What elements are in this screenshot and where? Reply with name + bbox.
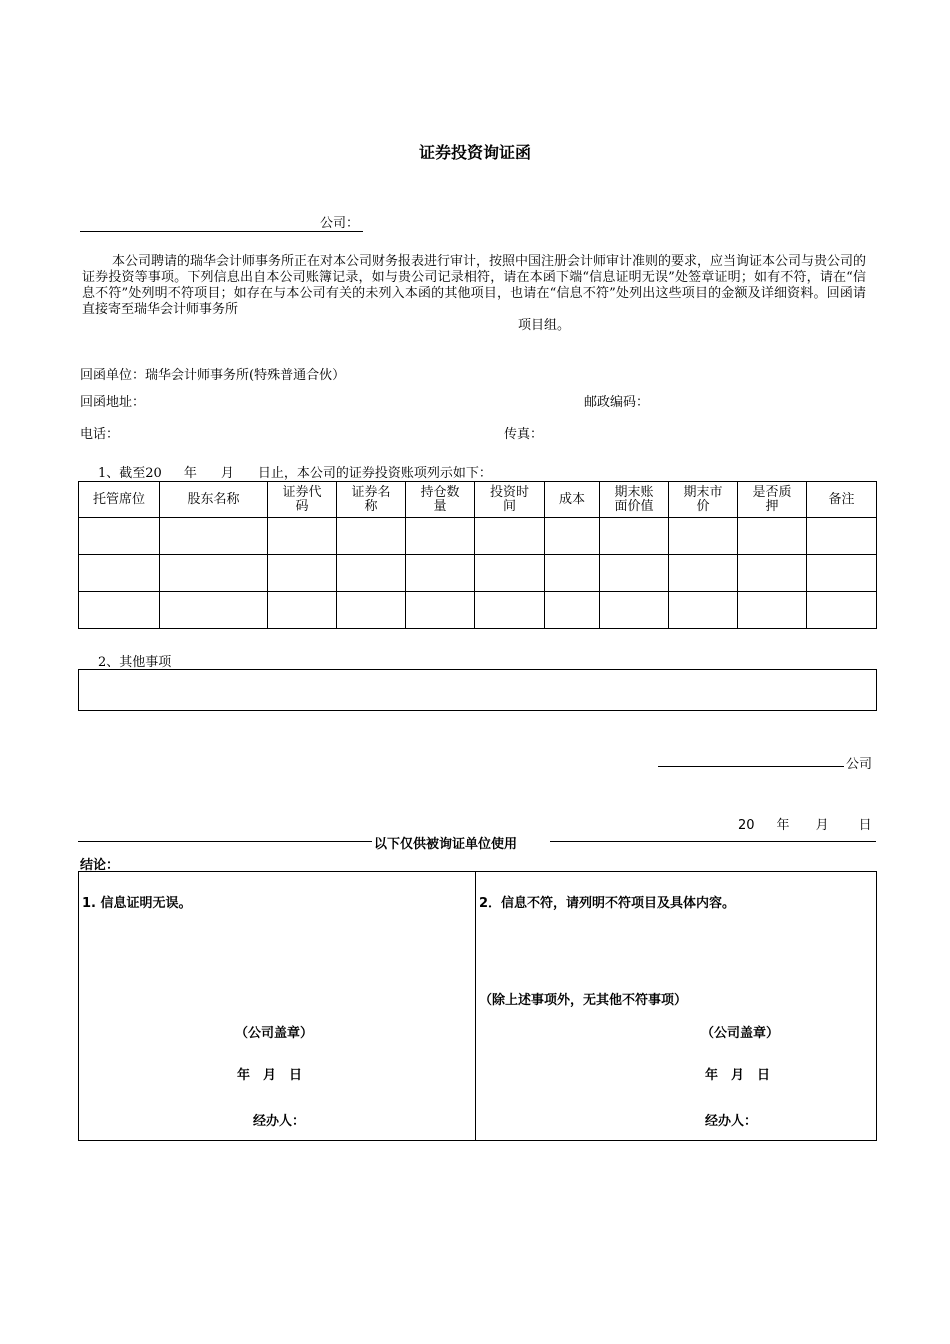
section1-heading: [98, 462, 492, 481]
table-cell[interactable]: [268, 555, 337, 592]
divider-label: 以下仅供被询证单位使用: [374, 837, 518, 852]
table-cell[interactable]: [160, 555, 268, 592]
section1-year: 年: [183, 466, 197, 481]
table-cell[interactable]: [600, 592, 669, 629]
conclusion-divider: [475, 872, 476, 1140]
table-header-text: 股东名称: [187, 491, 240, 507]
table-header-cell: [475, 482, 545, 518]
table-cell[interactable]: [669, 518, 738, 555]
table-cell[interactable]: [79, 518, 160, 555]
table-cell[interactable]: [545, 518, 600, 555]
table-header-cell: [268, 482, 337, 518]
table-header-cell: [669, 482, 738, 518]
table-header-text: 押: [765, 498, 779, 514]
table-header-text: 期末账: [614, 484, 654, 500]
section2-label: 2、其他事项: [98, 655, 172, 670]
table-cell[interactable]: [475, 518, 545, 555]
table-cell[interactable]: [337, 518, 406, 555]
table-header-row: [79, 482, 877, 518]
reply-postcode-label: 邮政编码：: [584, 395, 650, 410]
table-header-cell: [406, 482, 475, 518]
table-cell[interactable]: [79, 592, 160, 629]
table-header-cell: [337, 482, 406, 518]
section1-tail: 日止，本公司的证券投资账项列示如下：: [257, 466, 492, 481]
mismatch-heading: 2．信息不符，请列明不符项目及具体内容。: [479, 896, 736, 911]
company-name-blank[interactable]: [80, 219, 320, 232]
securities-table: [78, 481, 877, 629]
date-year: 年: [776, 818, 790, 833]
table-cell[interactable]: [406, 592, 475, 629]
table-header-text: 备注: [828, 491, 855, 507]
body-main-text: 本公司聘请的瑞华会计师事务所正在对本公司财务报表进行审计，按照中国注册会计师审计准则的要求，应当询证本公司与贵公司的证券投资等事项。下列信息出自本公司账簿记录，如与贵公司记录相符，请在本函下端“信息证明无误”处签章证明；如有不符，请在“信息不符”处列明不符项目；如存在与本公司有关的未列入本函的其他项目，也请在“信息不符”处列出这些项目的金额及详细资料。回函请直接寄至瑞华会计师事务所: [82, 254, 867, 317]
table-cell[interactable]: [406, 555, 475, 592]
table-header-text: 证券名: [351, 484, 391, 500]
table-header-cell: [738, 482, 807, 518]
table-cell[interactable]: [600, 518, 669, 555]
other-matters-box[interactable]: [78, 669, 877, 711]
mismatch-date: 年 月 日: [705, 1068, 771, 1083]
table-header-text: 称: [364, 498, 378, 514]
table-header-text: 面价值: [614, 498, 654, 514]
table-cell[interactable]: [600, 555, 669, 592]
mismatch-seal: （公司盖章）: [701, 1026, 780, 1041]
page-title: 证券投资询证函: [418, 143, 531, 162]
section1-num: 1、截至20: [98, 466, 162, 481]
divider-line-left: [78, 841, 372, 842]
confirm-date: 年 月 日: [237, 1068, 303, 1083]
salutation: [80, 212, 363, 232]
body-paragraph: [82, 254, 866, 334]
table-cell[interactable]: [475, 592, 545, 629]
table-header-cell: [545, 482, 600, 518]
table-header-text: 码: [295, 498, 309, 514]
salutation-suffix: 公司：: [320, 212, 363, 232]
date-line: [738, 814, 872, 833]
reply-phone-label: 电话：: [80, 427, 120, 442]
confirm-seal: （公司盖章）: [235, 1026, 314, 1041]
table-row: [79, 592, 877, 629]
table-header-text: 持仓数: [420, 484, 460, 500]
table-row: [79, 555, 877, 592]
table-header-text: 量: [433, 498, 447, 514]
table-cell[interactable]: [545, 592, 600, 629]
divider-line-right: [550, 841, 876, 842]
table-header-text: 托管席位: [92, 491, 145, 507]
table-cell[interactable]: [160, 592, 268, 629]
table-header-text: 期末市: [683, 484, 723, 500]
table-cell[interactable]: [337, 555, 406, 592]
signature-company-suffix: 公司: [846, 757, 873, 772]
table-cell[interactable]: [738, 555, 807, 592]
table-header-text: 价: [696, 498, 710, 514]
table-cell[interactable]: [738, 592, 807, 629]
body-last-line: 项目组。: [517, 318, 570, 333]
table-header-cell: [160, 482, 268, 518]
table-header-text: 成本: [558, 491, 585, 507]
date-day: 日: [858, 818, 872, 833]
table-cell[interactable]: [268, 592, 337, 629]
table-cell[interactable]: [807, 592, 877, 629]
conclusion-box: [78, 871, 877, 1141]
signature-company-blank[interactable]: [658, 766, 844, 767]
confirm-handler: 经办人：: [253, 1114, 306, 1129]
section1-month: 月: [220, 466, 234, 481]
table-cell[interactable]: [337, 592, 406, 629]
table-cell[interactable]: [475, 555, 545, 592]
confirm-heading: 1. 信息证明无误。: [82, 896, 192, 911]
table-header-text: 间: [502, 498, 516, 514]
table-header-text: 是否质: [752, 484, 792, 500]
table-cell[interactable]: [669, 592, 738, 629]
mismatch-handler: 经办人：: [705, 1114, 758, 1129]
reply-unit: 回函单位：瑞华会计师事务所(特殊普通合伙）: [80, 368, 346, 383]
table-cell[interactable]: [807, 555, 877, 592]
table-header-cell: [79, 482, 160, 518]
table-cell[interactable]: [406, 518, 475, 555]
table-header-text: 证券代: [282, 484, 322, 500]
table-row: [79, 518, 877, 555]
date-prefix: 20: [738, 818, 755, 833]
table-header-cell: [600, 482, 669, 518]
mismatch-note: （除上述事项外，无其他不符事项）: [479, 993, 688, 1008]
table-cell[interactable]: [79, 555, 160, 592]
reply-fax-label: 传真：: [504, 427, 544, 442]
table-cell[interactable]: [545, 555, 600, 592]
table-cell[interactable]: [807, 518, 877, 555]
table-cell[interactable]: [669, 555, 738, 592]
reply-address-label: 回函地址：: [80, 395, 146, 410]
table-cell[interactable]: [268, 518, 337, 555]
conclusion-label: 结论：: [80, 858, 120, 873]
table-header-cell: [807, 482, 877, 518]
table-cell[interactable]: [160, 518, 268, 555]
date-month: 月: [815, 818, 829, 833]
table-header-text: 投资时: [489, 484, 529, 500]
table-cell[interactable]: [738, 518, 807, 555]
